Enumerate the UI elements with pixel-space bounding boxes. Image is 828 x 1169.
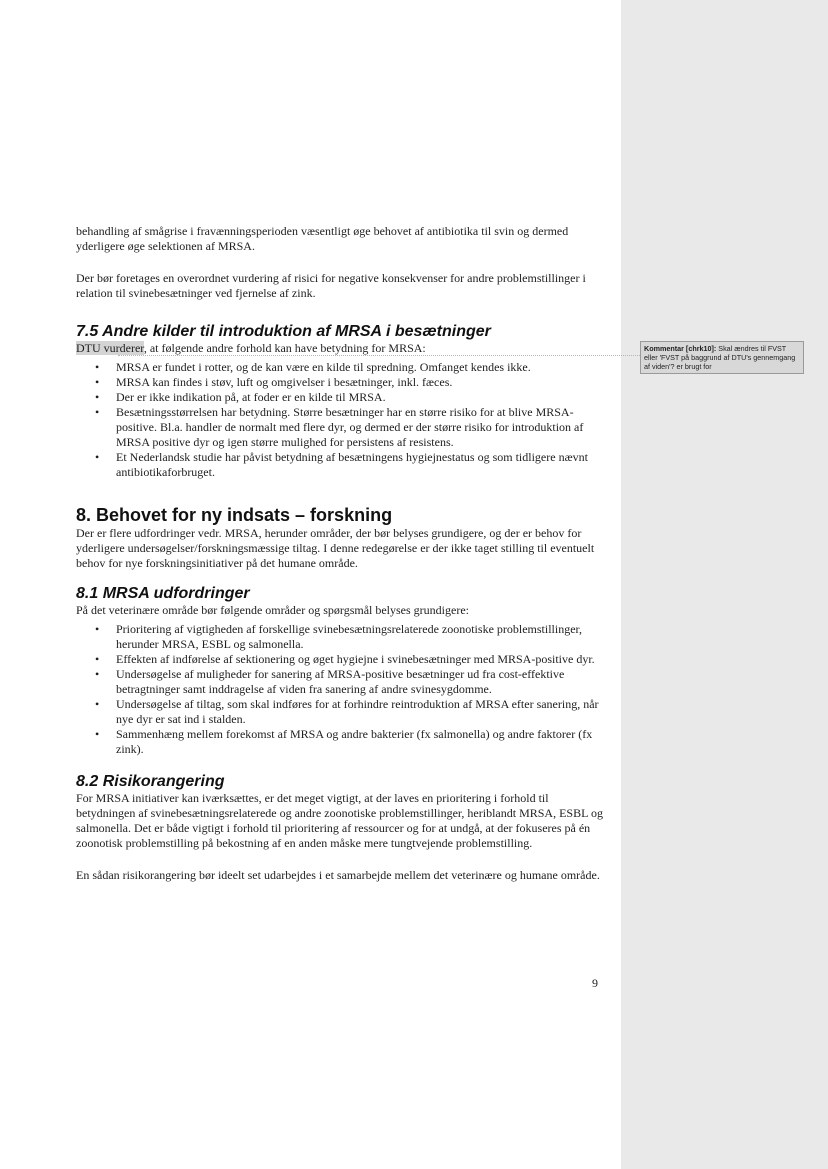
section-heading-8-1: 8.1 MRSA udfordringer — [76, 585, 250, 602]
comment-balloon[interactable] — [640, 341, 804, 374]
document-body — [76, 224, 606, 883]
paragraph: En sådan risikorangering bør ideelt set udarbejdes i et samarbejde mellem det veterinære og humane område. — [76, 868, 600, 882]
paragraph: For MRSA initiativer kan iværksættes, er det meget vigtigt, at der laves en prioritering i forhold til betydningen af svinebesætningsrelaterede og andre zoonotiske problemstillinger, heriblandt MRSA, ESBL og salmonella. Det er både vigtigt i forhold til prioritering af ressourcer og for at undgå, at der fokuseres på én zoonotisk problemstilling på bekostning af en anden måske mere tungtvejende problemstilling. — [76, 791, 603, 850]
list-item: • Undersøgelse af tiltag, som skal indføres for at forhindre reintroduktion af MRSA efter sanering, når nye dyr er sat ind i stalden. — [116, 697, 606, 727]
list-item: • Der er ikke indikation på, at foder er en kilde til MRSA. — [116, 390, 606, 405]
section-heading-8: 8. Behovet for ny indsats – forskning — [76, 505, 393, 525]
paragraph: Der bør foretages en overordnet vurdering af risici for negative konsekvenser for andre problemstillinger i relation til svinebesætninger ved fjernelse af zink. — [76, 271, 586, 300]
list-item: • Prioritering af vigtigheden af forskellige svinebesætningsrelaterede zoonotiske problemstillinger, herunder MRSA, ESBL og salmonella. — [116, 622, 606, 652]
list-item: • Sammenhæng mellem forekomst af MRSA og andre bakterier (fx salmonella) og andre faktorer (fx zink). — [116, 727, 606, 757]
highlighted-comment-anchor[interactable]: DTU vurderer — [76, 341, 144, 355]
bullet-list — [76, 622, 606, 757]
list-item: • MRSA er fundet i rotter, og de kan være en kilde til spredning. Omfanget kendes ikke. — [116, 360, 606, 375]
paragraph: På det veterinære område bør følgende områder og spørgsmål belyses grundigere: — [76, 603, 469, 617]
list-item: • Et Nederlandsk studie har påvist betydning af besætningens hygiejnestatus og som tidligere nævnt antibiotikaforbruget. — [116, 450, 606, 480]
comment-title: Kommentar [chrk10]: — [644, 344, 717, 353]
list-item: • MRSA kan findes i støv, luft og omgivelser i besætninger, inkl. fæces. — [116, 375, 606, 390]
list-item: • Besætningsstørrelsen har betydning. Større besætninger har en større risiko for at blive MRSA-positive. Bl.a. handler de normalt med flere dyr, og dermed er der større risiko for introduktion af MRSA positive dyr og igen større mulighed for persistens af resistens. — [116, 405, 606, 450]
page-number: 9 — [592, 976, 598, 990]
list-item: • Undersøgelse af muligheder for sanering af MRSA-positive besætninger ud fra cost-effektive betragtninger samt inddragelse af viden fra sanering af andre svinesygdomme. — [116, 667, 606, 697]
paragraph: DTU vurderer, at følgende andre forhold kan have betydning for MRSA: — [76, 341, 426, 355]
section-heading-8-2: 8.2 Risikorangering — [76, 773, 225, 790]
paragraph: Der er flere udfordringer vedr. MRSA, herunder områder, der bør belyses grundigere, og der er behov for yderligere undersøgelser/forskningsmæssige tiltag. I denne redegørelse er der ikke taget stilling til eventuelt behov for nye forskningsinitiativer på det humane område. — [76, 526, 595, 570]
bullet-list — [76, 360, 606, 480]
section-heading-7-5: 7.5 Andre kilder til introduktion af MRSA i besætninger — [76, 323, 491, 340]
list-item: • Effekten af indførelse af sektionering og øget hygiejne i svinebesætninger med MRSA-positive dyr. — [116, 652, 606, 667]
comment-pane — [621, 0, 828, 1169]
comment-text: Skal ændres til FVST eller 'FVST på baggrund af DTU's gennemgang af viden'? er brugt for — [644, 344, 796, 371]
paragraph: behandling af smågrise i fravænningsperioden væsentligt øge behovet af antibiotika til svin og dermed yderligere øge selektionen af MRSA. — [76, 224, 569, 253]
